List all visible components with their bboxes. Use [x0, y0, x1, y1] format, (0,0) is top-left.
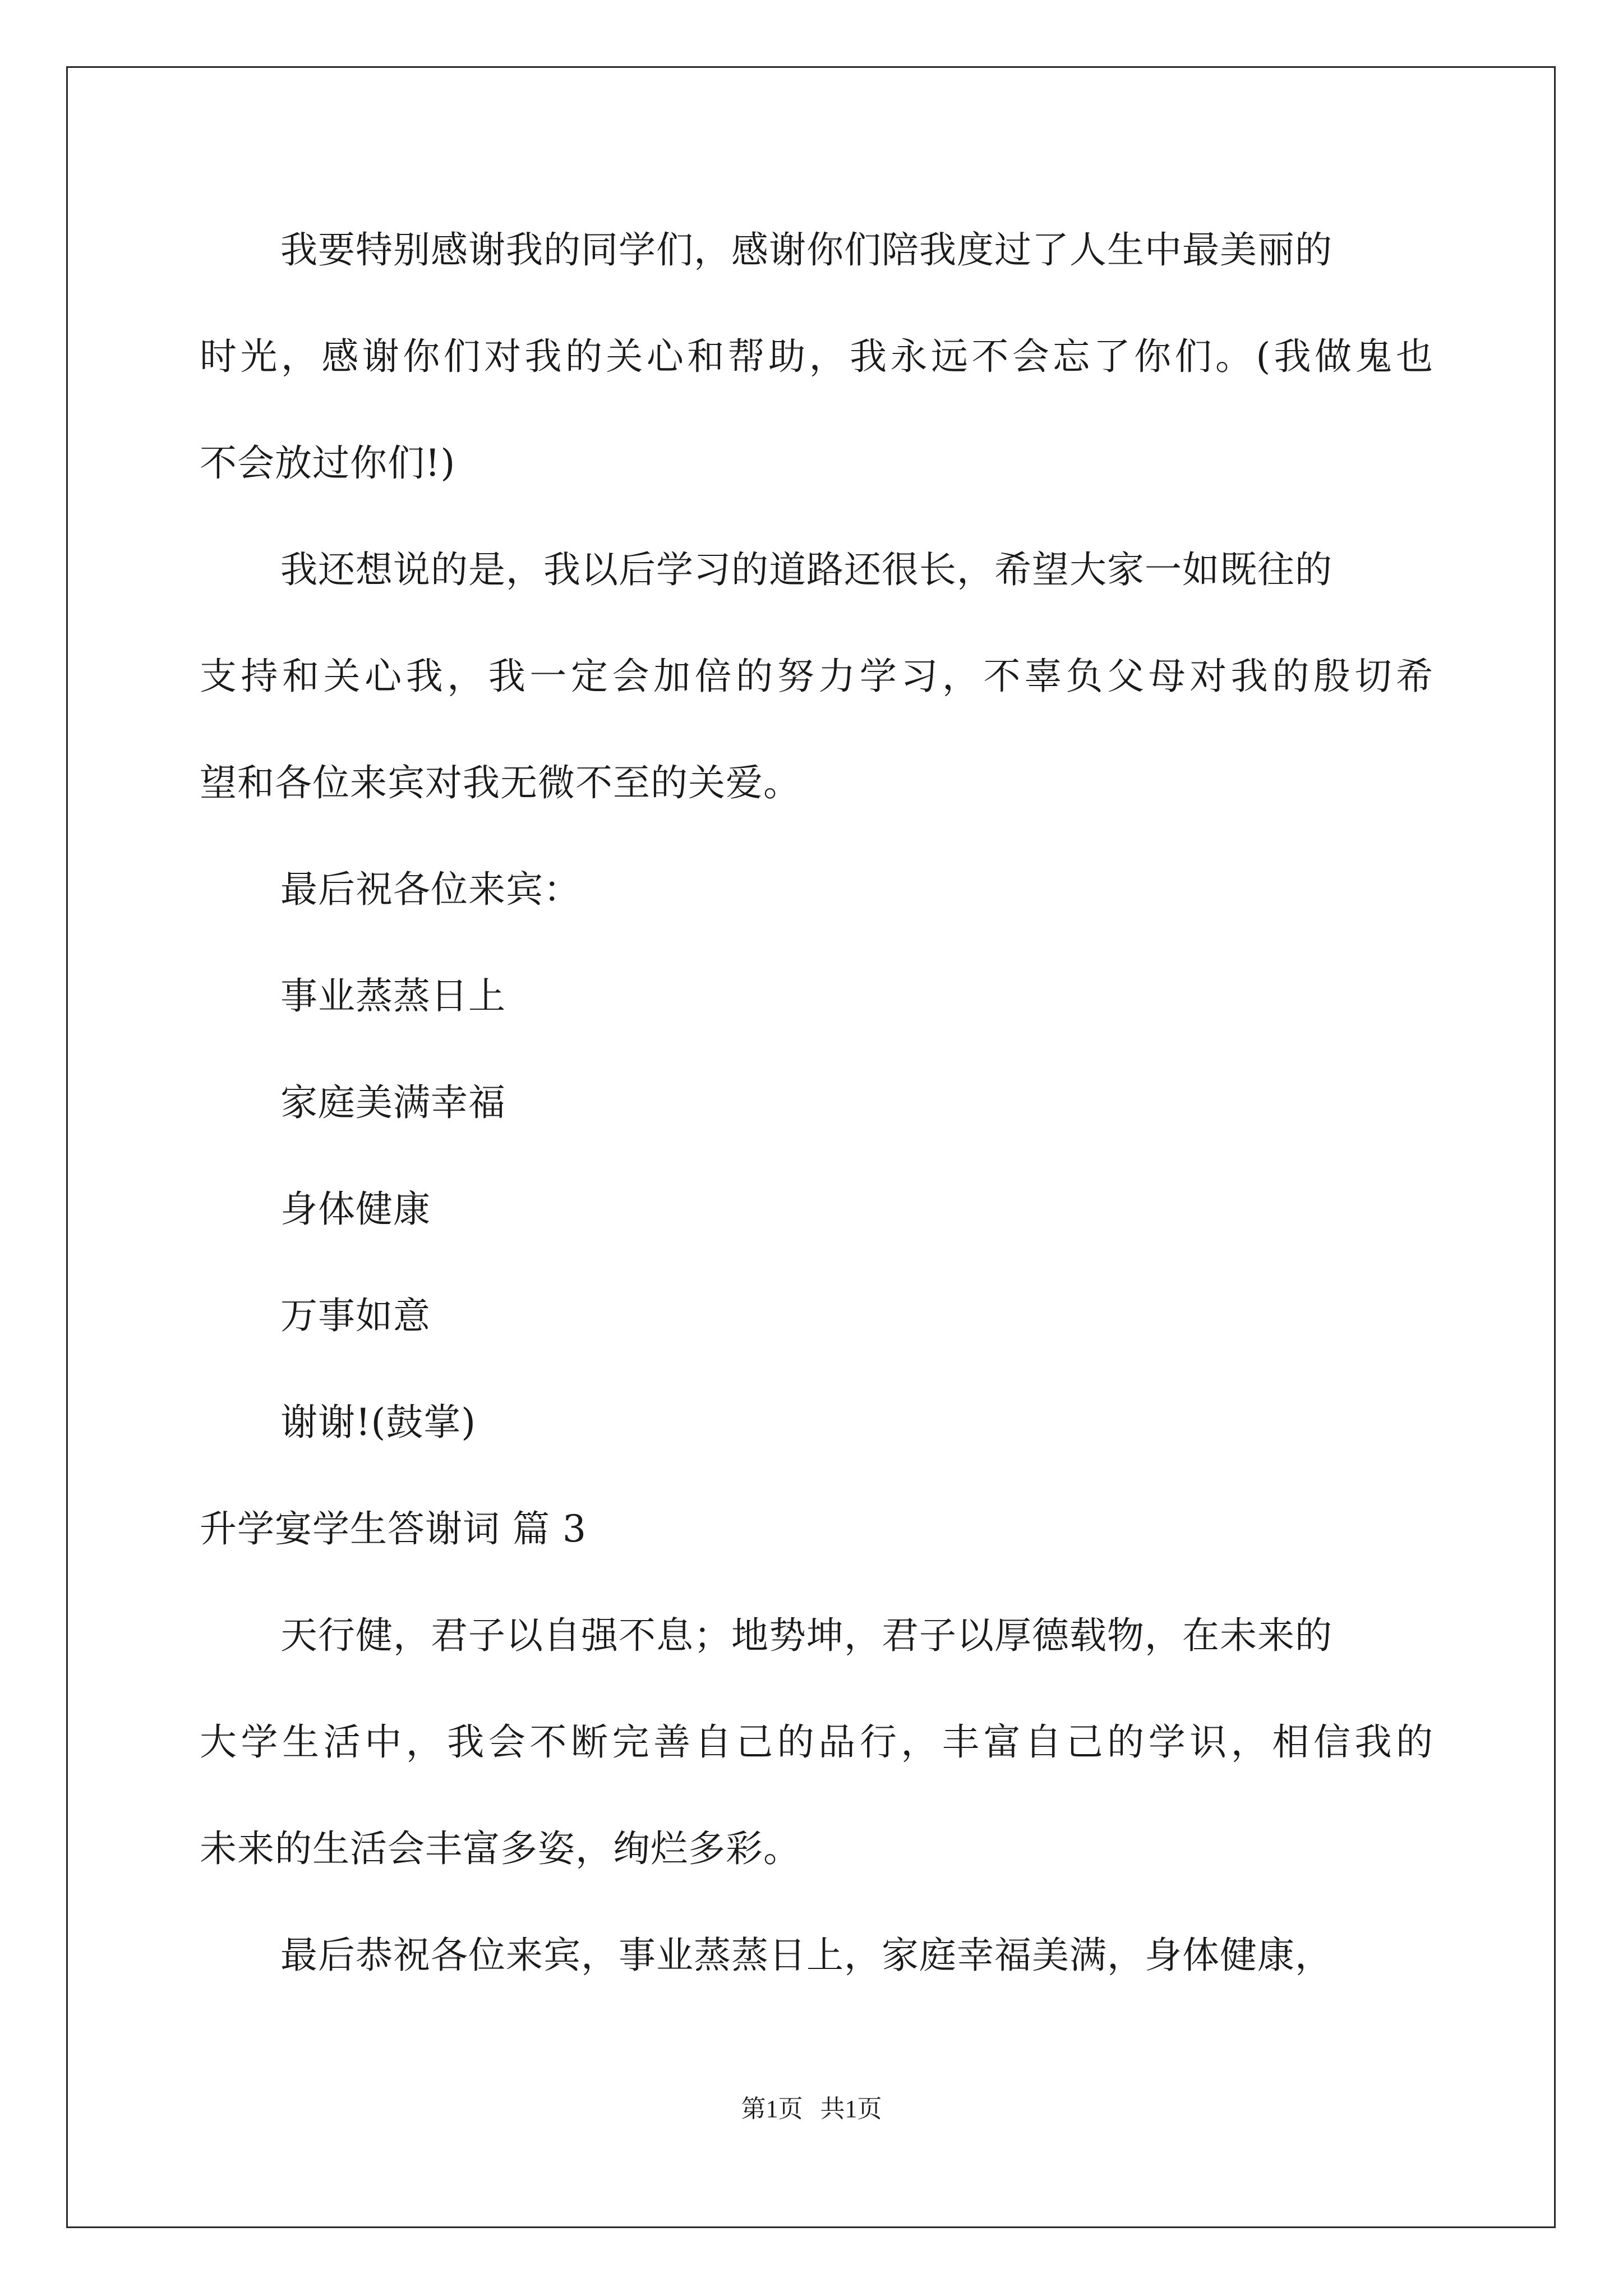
section-heading: 升学宴学生答谢词 篇 3: [200, 1507, 587, 1550]
list-item: 事业蒸蒸日上: [280, 974, 506, 1018]
paragraph-line: 我还想说的是，我以后学习的道路还很长，希望大家一如既往的: [280, 548, 1332, 591]
paragraph-line: 谢谢!(鼓掌): [280, 1401, 477, 1444]
paragraph-line: 最后祝各位来宾：: [280, 868, 581, 911]
paragraph-line: 不会放过你们!): [200, 441, 456, 485]
paragraph-line: 支持和关心我，我一定会加倍的努力学习，不辜负父母对我的殷切希: [200, 655, 1433, 698]
page-footer: [0, 2093, 1623, 2125]
paragraph-line: 时光，感谢你们对我的关心和帮助，我永远不会忘了你们。(我做鬼也: [200, 335, 1433, 378]
page-border: [66, 66, 1556, 2228]
paragraph-line: 我要特别感谢我的同学们，感谢你们陪我度过了人生中最美丽的: [280, 228, 1332, 272]
page-number: 第1页: [741, 2095, 803, 2123]
paragraph-line: 最后恭祝各位来宾，事业蒸蒸日上，家庭幸福美满，身体健康，: [280, 1934, 1332, 1977]
paragraph-line: 望和各位来宾对我无微不至的关爱。: [200, 761, 801, 804]
list-item: 身体健康: [280, 1188, 431, 1231]
list-item: 家庭美满幸福: [280, 1081, 506, 1124]
paragraph-line: 大学生活中，我会不断完善自己的品行，丰富自己的学识，相信我的: [200, 1720, 1433, 1764]
paragraph-line: 天行健，君子以自强不息；地势坤，君子以厚德载物，在未来的: [280, 1614, 1332, 1657]
paragraph-line: 未来的生活会丰富多姿，绚烂多彩。: [200, 1827, 801, 1870]
list-item: 万事如意: [280, 1294, 431, 1337]
page-total: 共1页: [820, 2095, 882, 2123]
